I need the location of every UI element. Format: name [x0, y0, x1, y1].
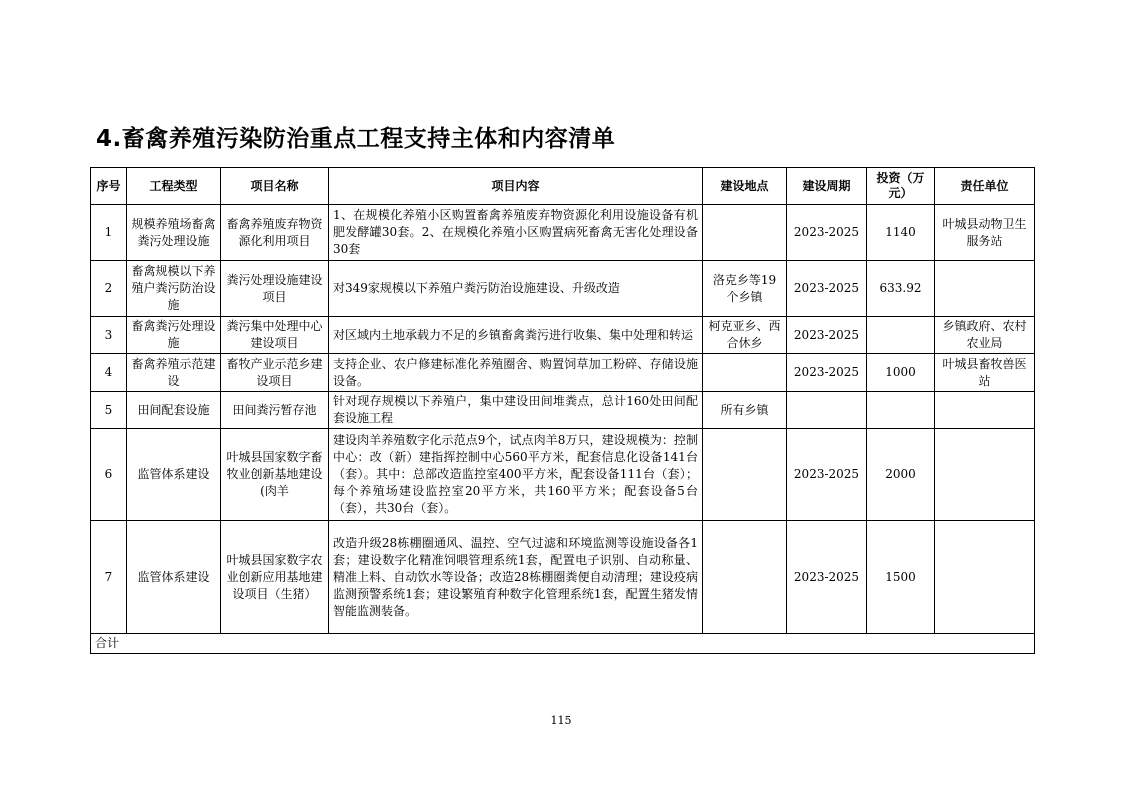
cell-period: 2023-2025 [787, 205, 867, 261]
table-row [91, 429, 1035, 521]
cell-content: 针对现存规模以下养殖户，集中建设田间堆粪点，总计160处田间配套设施工程 [329, 392, 703, 429]
cell-investment: 633.92 [867, 261, 935, 317]
cell-name: 畜牧产业示范乡建设项目 [221, 354, 329, 392]
header-unit: 责任单位 [935, 168, 1035, 205]
cell-unit: 叶城县畜牧兽医站 [935, 354, 1035, 392]
cell-content: 对349家规模以下养殖户粪污防治设施建设、升级改造 [329, 261, 703, 317]
cell-investment [867, 392, 935, 429]
cell-type: 畜禽粪污处理设施 [127, 317, 221, 354]
project-table [90, 167, 1035, 654]
cell-seq: 1 [91, 205, 127, 261]
cell-period [787, 392, 867, 429]
cell-unit: 乡镇政府、农村农业局 [935, 317, 1035, 354]
cell-unit [935, 392, 1035, 429]
table-header-row [91, 168, 1035, 205]
cell-investment: 1000 [867, 354, 935, 392]
header-seq: 序号 [91, 168, 127, 205]
cell-investment: 1140 [867, 205, 935, 261]
cell-period: 2023-2025 [787, 261, 867, 317]
cell-seq: 5 [91, 392, 127, 429]
cell-type: 畜禽养殖示范建设 [127, 354, 221, 392]
cell-investment: 1500 [867, 521, 935, 634]
cell-unit [935, 521, 1035, 634]
cell-content: 支持企业、农户修建标准化养殖圈舍、购置饲草加工粉碎、存储设施设备。 [329, 354, 703, 392]
cell-seq: 4 [91, 354, 127, 392]
page-number: 115 [550, 714, 572, 727]
cell-content: 建设肉羊养殖数字化示范点9个，试点肉羊8万只，建设规模为：控制中心：改（新）建指挥控制中心560平方米，配套信息化设备141台（套）。其中：总部改造监控室400平方米，配套设备111台（套）；每个养殖场建设监控室20平方米，共160平方米；配套设备5台（套），共30台（套）。 [329, 429, 703, 521]
cell-location [703, 205, 787, 261]
cell-location: 柯克亚乡、西合休乡 [703, 317, 787, 354]
cell-period: 2023-2025 [787, 521, 867, 634]
cell-unit [935, 429, 1035, 521]
cell-name: 叶城县国家数字畜牧业创新基地建设(肉羊 [221, 429, 329, 521]
header-content: 项目内容 [329, 168, 703, 205]
cell-type: 畜禽规模以下养殖户粪污防治设施 [127, 261, 221, 317]
table-row [91, 205, 1035, 261]
cell-seq: 3 [91, 317, 127, 354]
table-row [91, 392, 1035, 429]
cell-name: 叶城县国家数字农业创新应用基地建设项目（生猪） [221, 521, 329, 634]
page-title: 4.畜禽养殖污染防治重点工程支持主体和内容清单 [96, 126, 616, 152]
cell-type: 监管体系建设 [127, 429, 221, 521]
cell-location: 所有乡镇 [703, 392, 787, 429]
cell-seq: 7 [91, 521, 127, 634]
cell-type: 田间配套设施 [127, 392, 221, 429]
table-row [91, 521, 1035, 634]
cell-investment [867, 317, 935, 354]
cell-location [703, 521, 787, 634]
cell-unit [935, 261, 1035, 317]
total-row [91, 634, 1035, 654]
cell-type: 监管体系建设 [127, 521, 221, 634]
table-row [91, 354, 1035, 392]
cell-period: 2023-2025 [787, 429, 867, 521]
cell-content: 改造升级28栋棚圈通风、温控、空气过滤和环境监测等设施设备各1套；建设数字化精准饲喂管理系统1套，配置电子识别、自动称量、精准上料、自动饮水等设备；改造28栋棚圈粪便自动清理；建设疫病监测预警系统1套；建设繁殖育种数字化管理系统1套，配置生猪发情智能监测装备。 [329, 521, 703, 634]
cell-content: 对区域内土地承载力不足的乡镇畜禽粪污进行收集、集中处理和转运 [329, 317, 703, 354]
cell-location [703, 429, 787, 521]
cell-content: 1、在规模化养殖小区购置畜禽养殖废弃物资源化利用设施设备有机肥发酵罐30套。2、在规模化养殖小区购置病死畜禽无害化处理设备30套 [329, 205, 703, 261]
header-period: 建设周期 [787, 168, 867, 205]
table-row [91, 261, 1035, 317]
cell-seq: 2 [91, 261, 127, 317]
cell-period: 2023-2025 [787, 354, 867, 392]
header-type: 工程类型 [127, 168, 221, 205]
total-label: 合计 [91, 634, 1035, 654]
header-location: 建设地点 [703, 168, 787, 205]
cell-name: 粪污集中处理中心建设项目 [221, 317, 329, 354]
cell-location: 洛克乡等19个乡镇 [703, 261, 787, 317]
cell-period: 2023-2025 [787, 317, 867, 354]
cell-name: 田间粪污暂存池 [221, 392, 329, 429]
cell-investment: 2000 [867, 429, 935, 521]
table-row [91, 317, 1035, 354]
header-investment: 投资（万元） [867, 168, 935, 205]
cell-name: 粪污处理设施建设项目 [221, 261, 329, 317]
header-name: 项目名称 [221, 168, 329, 205]
cell-location [703, 354, 787, 392]
cell-unit: 叶城县动物卫生服务站 [935, 205, 1035, 261]
cell-seq: 6 [91, 429, 127, 521]
cell-type: 规模养殖场畜禽粪污处理设施 [127, 205, 221, 261]
cell-name: 畜禽养殖废弃物资源化利用项目 [221, 205, 329, 261]
